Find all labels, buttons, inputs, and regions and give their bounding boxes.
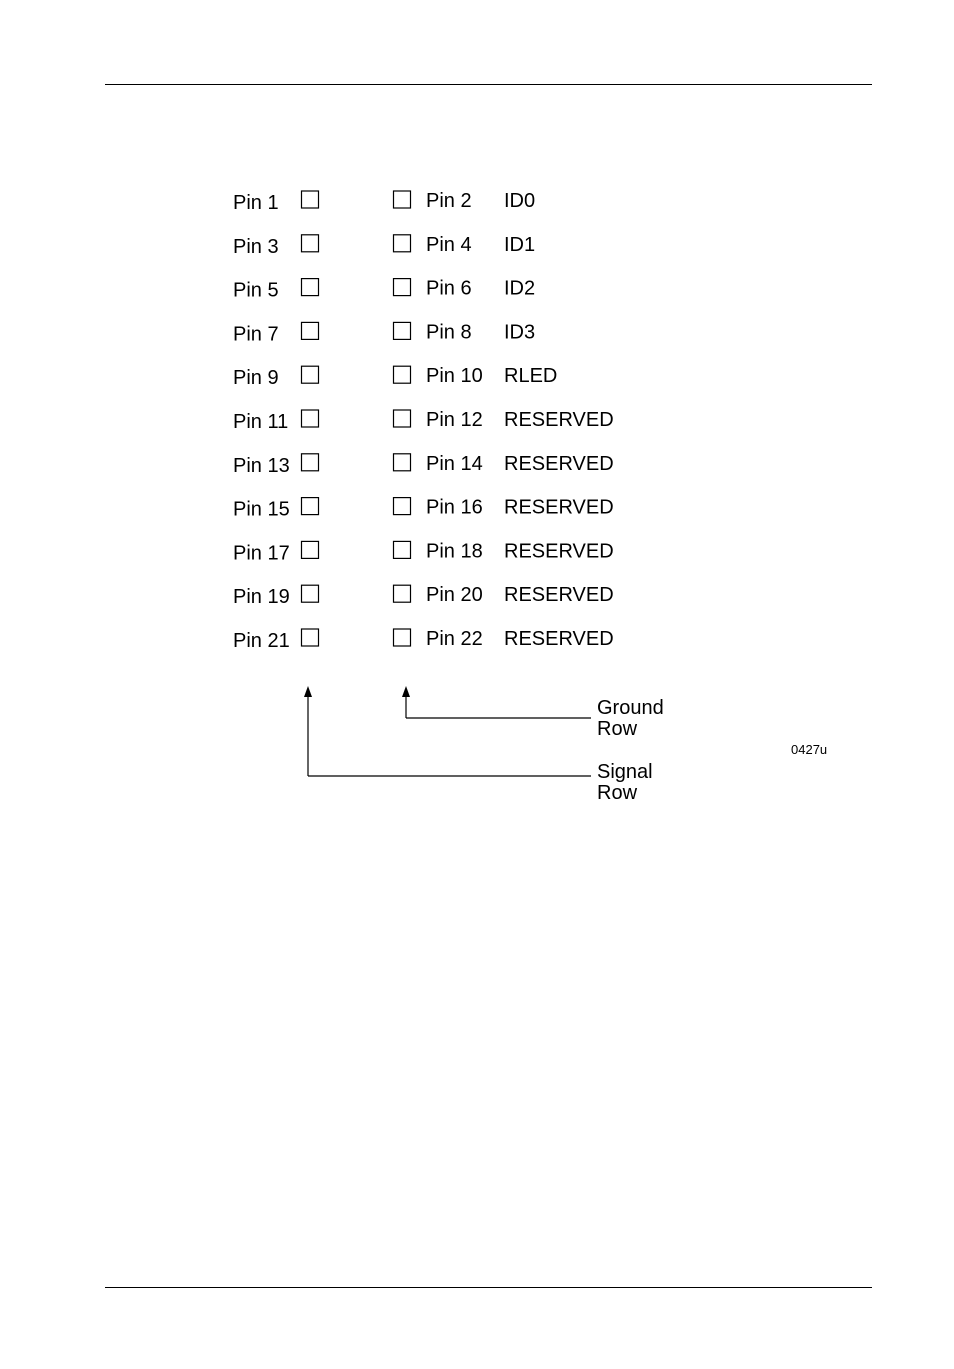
signal-pin-label: Pin 5 (233, 279, 279, 302)
figure-code: 0427u (791, 742, 828, 757)
ground-row-leader-line (406, 695, 591, 718)
signal-row-label-line-1: Signal (597, 761, 653, 783)
signal-pin-label: Pin 21 (233, 630, 290, 652)
pin-function-label: RESERVED (504, 628, 614, 650)
pin-row (233, 540, 614, 564)
signal-pin-label: Pin 7 (233, 323, 279, 346)
ground-pin-label: Pin 16 (426, 496, 483, 519)
signal-pin-label: Pin 1 (233, 192, 279, 214)
pin-row (233, 453, 614, 477)
pin-row (233, 190, 535, 214)
ground-pin-label: Pin 20 (426, 584, 483, 607)
signal-pin-label: Pin 15 (233, 498, 290, 521)
ground-row-label-line-1: Ground (597, 697, 664, 719)
pin-function-label: RLED (504, 365, 558, 388)
signal-pin-pad (302, 279, 319, 296)
signal-pin-label: Pin 9 (233, 367, 279, 390)
pin-row (233, 497, 614, 521)
signal-pin-pad (302, 629, 319, 646)
ground-pin-pad (394, 279, 411, 296)
ground-pin-label: Pin 10 (426, 365, 483, 388)
signal-pin-pad (302, 322, 319, 339)
pin-function-label: ID2 (504, 277, 536, 300)
ground-pin-label: Pin 6 (426, 277, 472, 300)
signal-pin-pad (302, 410, 319, 427)
signal-pin-label: Pin 19 (233, 586, 290, 609)
ground-row-leader (402, 686, 591, 718)
pin-function-label: ID1 (504, 233, 536, 256)
signal-row-arrowhead (304, 686, 312, 697)
pin-function-label: ID0 (504, 190, 536, 212)
signal-row-label-line-2: Row (597, 782, 638, 804)
pin-row (233, 321, 535, 345)
pin-row (233, 584, 614, 608)
pin-function-label: RESERVED (504, 452, 614, 475)
pin-row (233, 234, 535, 258)
ground-pin-pad (394, 366, 411, 383)
ground-pin-label: Pin 18 (426, 540, 483, 563)
ground-pin-label: Pin 2 (426, 190, 472, 212)
pin-function-label: RESERVED (504, 584, 614, 607)
pin-rows (233, 190, 614, 652)
ground-pin-pad (394, 498, 411, 515)
signal-pin-pad (302, 235, 319, 252)
signal-pin-pad (302, 585, 319, 602)
pin-function-label: RESERVED (504, 409, 614, 431)
signal-pin-label: Pin 17 (233, 542, 290, 565)
ground-pin-label: Pin 8 (426, 321, 472, 344)
signal-pin-pad (302, 454, 319, 471)
ground-pin-label: Pin 4 (426, 233, 472, 256)
ground-pin-pad (394, 454, 411, 471)
ground-pin-pad (394, 235, 411, 252)
ground-pin-pad (394, 541, 411, 558)
ground-row-arrowhead (402, 686, 410, 697)
signal-row-leader (304, 686, 591, 776)
ground-pin-pad (394, 191, 411, 208)
pin-row (233, 628, 614, 652)
signal-pin-pad (302, 498, 319, 515)
signal-pin-pad (302, 366, 319, 383)
signal-pin-label: Pin 13 (233, 454, 290, 477)
pin-function-label: RESERVED (504, 496, 614, 519)
signal-pin-label: Pin 11 (233, 411, 289, 433)
ground-pin-pad (394, 585, 411, 602)
pin-row (233, 365, 557, 389)
ground-pin-pad (394, 410, 411, 427)
ground-pin-pad (394, 629, 411, 646)
signal-row-leader-line (308, 695, 591, 776)
ground-row-label-line-2: Row (597, 718, 638, 740)
pin-function-label: ID3 (504, 321, 536, 344)
signal-pin-pad (302, 191, 319, 208)
ground-pin-label: Pin 22 (426, 628, 483, 650)
pin-row (233, 409, 614, 433)
ground-pin-pad (394, 322, 411, 339)
ground-pin-label: Pin 14 (426, 452, 483, 475)
signal-pin-pad (302, 541, 319, 558)
pin-row (233, 278, 535, 302)
signal-pin-label: Pin 3 (233, 235, 279, 258)
pin-function-label: RESERVED (504, 540, 614, 563)
ground-pin-label: Pin 12 (426, 409, 483, 431)
